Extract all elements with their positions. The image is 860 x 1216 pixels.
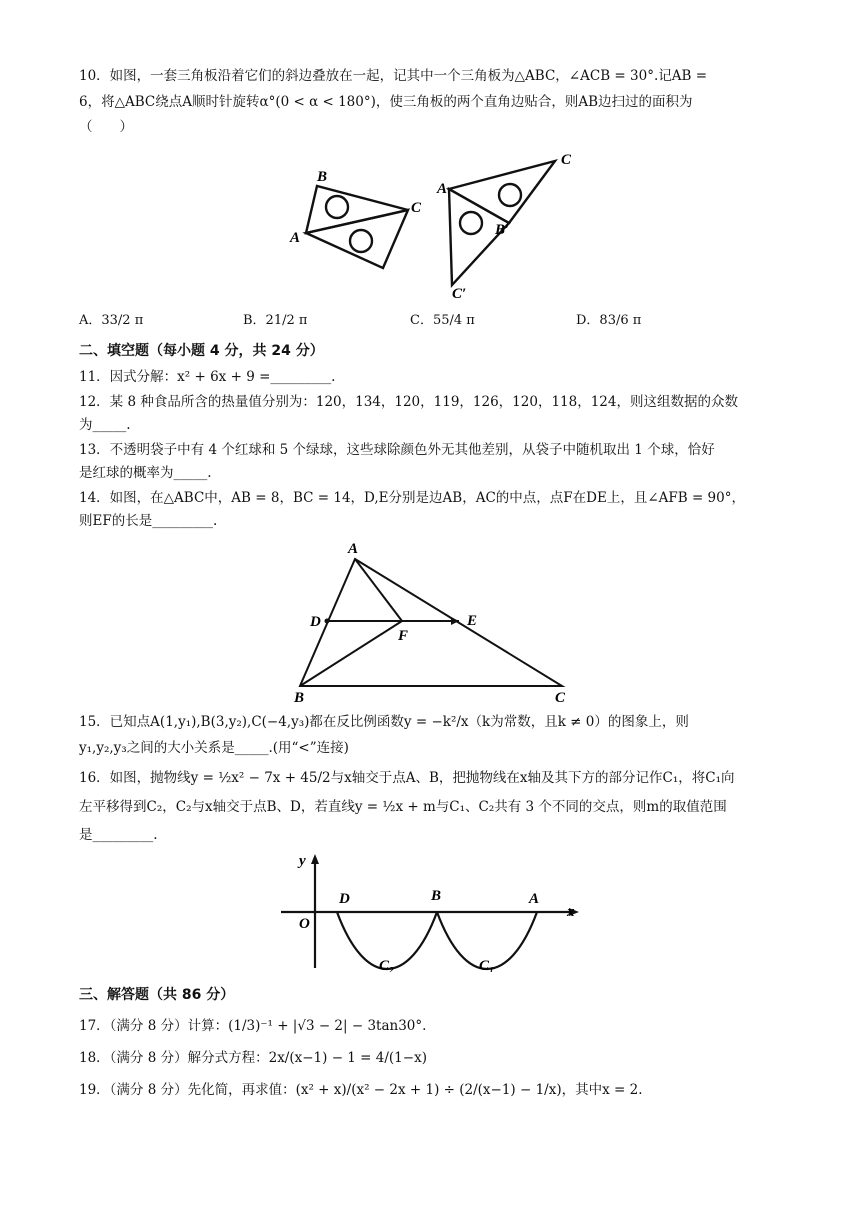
q16-label-o: O [299, 916, 310, 932]
q19-text: 19．（满分 8 分）先化简，再求值：(x² + x)/(x² − 2x + 1) ÷ (2/(x−1) − 1/x)，其中x = 2. [79, 1082, 643, 1098]
q17-text: 17．（满分 8 分）计算：(1/3)⁻¹ + |√3 − 2| − 3tan30°. [79, 1018, 427, 1034]
q14-label-b: B [294, 690, 305, 706]
q14-line2: 则EF的长是_________. [79, 513, 218, 529]
q10-line1: 10．如图，一套三角板沿着它们的斜边叠放在一起，记其中一个三角板为△ABC，∠ACB = 30°.记AB = [79, 68, 708, 84]
q13-line1: 13．不透明袋子中有 4 个红球和 5 个绿球，这些球除颜色外无其他差别，从袋子中随机取出 1 个球，恰好 [79, 442, 715, 458]
q10-label-a2: A [437, 181, 448, 197]
q16-label-b: B [431, 888, 442, 904]
q16-label-c2: C₂ [379, 958, 395, 972]
q16-label-d: D [339, 891, 350, 907]
q16-figure [275, 850, 585, 972]
q10-label-c: C [411, 200, 422, 216]
q18-text: 18．（满分 8 分）解分式方程：2x/(x−1) − 1 = 4/(1−x) [79, 1050, 427, 1066]
q16-label-a: A [529, 891, 540, 907]
q10-figure [280, 150, 600, 300]
q11-text: 11．因式分解：x² + 6x + 9 =_________. [79, 369, 336, 385]
q10-line2: 6，将△ABC绕点A顺时针旋转α°(0 < α < 180°)，使三角板的两个直角边贴合，则AB边扫过的面积为 [79, 94, 693, 110]
q14-label-a: A [348, 541, 359, 557]
q10-option-b: B．21/2 π [243, 313, 308, 328]
q10-label-c2: C [561, 152, 572, 168]
q14-line1: 14．如图，在△ABC中，AB = 8，BC = 14，D,E分别是边AB，AC的中点，点F在DE上，且∠AFB = 90°， [79, 490, 745, 506]
q16-line2: 左平移得到C₂，C₂与x轴交于点B、D，若直线y = ½x + m与C₁、C₂共有 3 个不同的交点，则m的取值范围 [79, 799, 727, 815]
q10-label-a: A [290, 230, 301, 246]
q12-line1: 12．某 8 种食品所含的热量值分别为：120，134，120，119，126，120，118，124，则这组数据的众数 [79, 394, 738, 410]
section3-heading: 三、解答题（共 86 分） [79, 987, 235, 1003]
q14-label-f: F [398, 628, 409, 644]
q16-line3: 是_________. [79, 827, 158, 843]
q12-line2: 为_____. [79, 417, 131, 433]
q10-label-b-prime: B′ [495, 222, 510, 238]
q14-label-e: E [467, 613, 478, 629]
q16-label-y: y [299, 853, 306, 869]
q13-line2: 是红球的概率为_____. [79, 465, 212, 481]
q10-label-c-prime: C′ [452, 286, 467, 300]
section2-heading: 二、填空题（每小题 4 分，共 24 分） [79, 343, 324, 359]
q10-line3: （ ） [79, 119, 133, 135]
q16-label-c1: C₁ [479, 958, 495, 972]
q16-label-x: x [567, 904, 575, 920]
q14-label-c: C [555, 690, 566, 706]
q16-line1: 16．如图，抛物线y = ½x² − 7x + 45/2与x轴交于点A、B，把抛物线在x轴及其下方的部分记作C₁，将C₁向 [79, 770, 735, 786]
q14-label-d: D [310, 614, 321, 630]
q15-line1: 15．已知点A(1,y₁),B(3,y₂),C(−4,y₃)都在反比例函数y = −k²/x（k为常数，且k ≠ 0）的图象上，则 [79, 714, 689, 730]
q10-label-b: B [317, 169, 328, 185]
q14-figure [285, 536, 585, 706]
q10-option-a: A．33/2 π [79, 313, 144, 328]
q15-line2: y₁,y₂,y₃之间的大小关系是_____.(用“<”连接) [79, 740, 349, 756]
q10-option-d: D．83/6 π [576, 313, 642, 328]
q10-option-c: C．55/4 π [410, 313, 475, 328]
